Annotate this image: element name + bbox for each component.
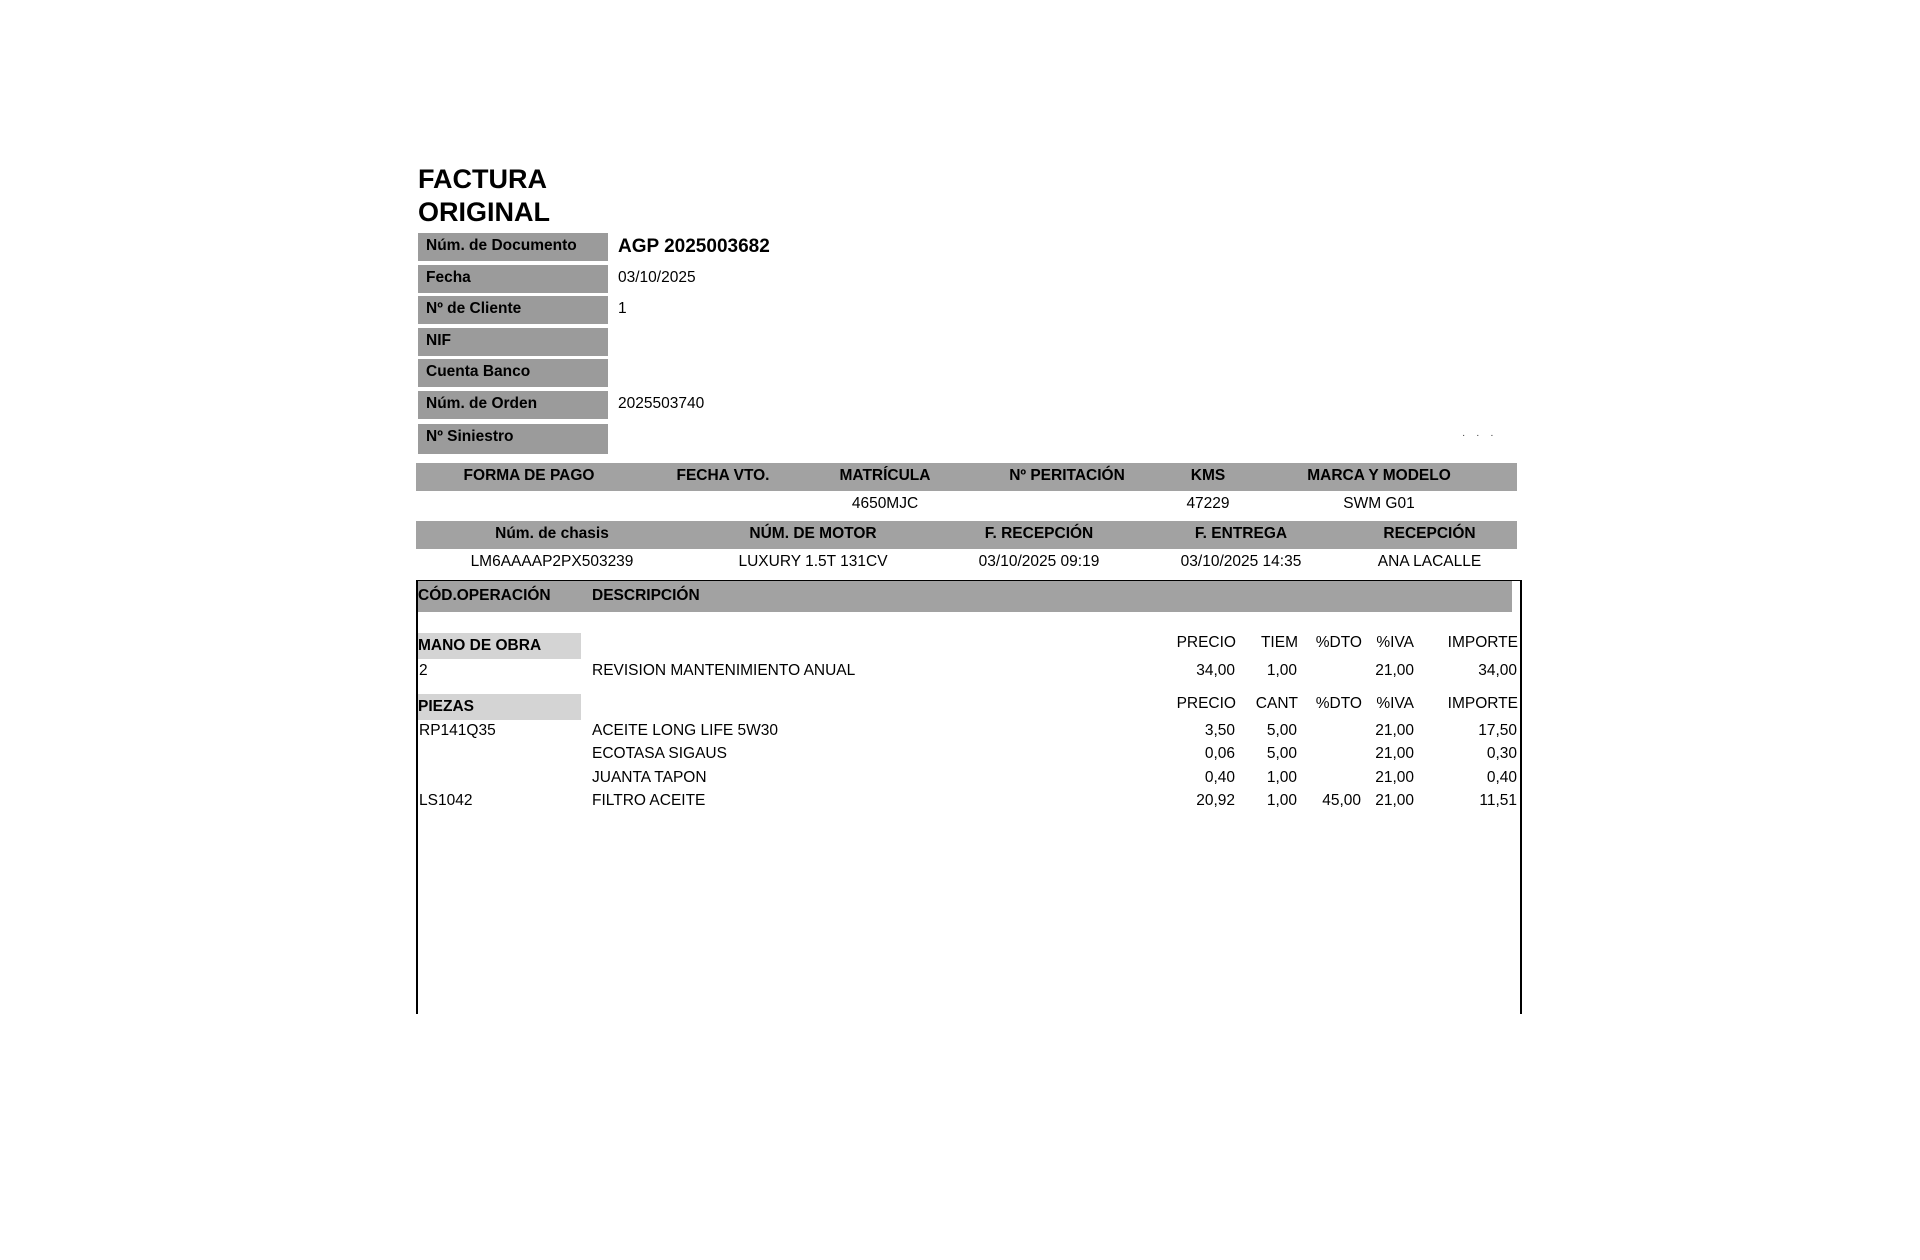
document-number-value: AGP 2025003682 bbox=[618, 236, 770, 257]
labor-discount-header: %DTO bbox=[1315, 634, 1362, 651]
description-header: DESCRIPCIÓN bbox=[592, 587, 700, 604]
part-qty: 1,00 bbox=[1266, 769, 1297, 786]
part-vat: 21,00 bbox=[1375, 792, 1414, 809]
labor-section-label: MANO DE OBRA bbox=[418, 633, 581, 659]
invoice-subtitle: ORIGINAL bbox=[418, 197, 550, 227]
plate-value: 4650MJC bbox=[851, 495, 919, 512]
operation-code-header: CÓD.OPERACIÓN bbox=[418, 587, 551, 604]
part-amount: 11,51 bbox=[1479, 792, 1517, 809]
order-number-label: Núm. de Orden bbox=[418, 391, 608, 419]
part-price: 20,92 bbox=[1196, 792, 1235, 809]
part-price: 3,50 bbox=[1204, 722, 1235, 739]
part-description: ECOTASA SIGAUS bbox=[592, 745, 727, 762]
delivery-date-header: F. ENTREGA bbox=[1194, 525, 1288, 542]
client-number-label: Nº de Cliente bbox=[418, 296, 608, 324]
labor-price: 34,00 bbox=[1196, 662, 1235, 679]
labor-vat-header: %IVA bbox=[1376, 634, 1414, 651]
client-number-value: 1 bbox=[618, 300, 627, 317]
parts-section-label: PIEZAS bbox=[418, 694, 581, 720]
part-qty: 1,00 bbox=[1266, 792, 1297, 809]
labor-price-header: PRECIO bbox=[1176, 634, 1236, 651]
reception-value: ANA LACALLE bbox=[1377, 553, 1482, 570]
kms-value: 47229 bbox=[1186, 495, 1230, 512]
make-model-value: SWM G01 bbox=[1343, 495, 1415, 512]
part-description: JUANTA TAPON bbox=[592, 769, 707, 786]
reception-date-header: F. RECEPCIÓN bbox=[984, 525, 1094, 542]
delivery-date-value: 03/10/2025 14:35 bbox=[1180, 553, 1302, 570]
part-code: RP141Q35 bbox=[419, 722, 496, 739]
vehicle-values-row bbox=[416, 491, 1517, 517]
part-description: ACEITE LONG LIFE 5W30 bbox=[592, 722, 779, 739]
operations-header bbox=[418, 581, 1512, 612]
labor-vat: 21,00 bbox=[1375, 662, 1414, 679]
reception-header: RECEPCIÓN bbox=[1383, 525, 1476, 542]
parts-discount-header: %DTO bbox=[1315, 695, 1362, 712]
part-vat: 21,00 bbox=[1375, 745, 1414, 762]
part-qty: 5,00 bbox=[1266, 722, 1297, 739]
parts-vat-header: %IVA bbox=[1376, 695, 1414, 712]
chassis-number-value: LM6AAAAP2PX503239 bbox=[470, 553, 634, 570]
delivery-header-bar bbox=[416, 521, 1517, 549]
labor-amount-header: IMPORTE bbox=[1447, 634, 1518, 651]
invoice-title: FACTURA bbox=[418, 164, 547, 194]
make-model-header: MARCA Y MODELO bbox=[1307, 467, 1451, 484]
delivery-values-row bbox=[416, 549, 1517, 575]
parts-price-header: PRECIO bbox=[1176, 695, 1236, 712]
part-qty: 5,00 bbox=[1266, 745, 1297, 762]
vehicle-header-bar bbox=[416, 463, 1517, 491]
part-price: 0,40 bbox=[1204, 769, 1235, 786]
part-vat: 21,00 bbox=[1375, 722, 1414, 739]
part-amount: 17,50 bbox=[1478, 722, 1517, 739]
claim-number-label: Nº Siniestro bbox=[418, 424, 608, 454]
parts-qty-header: CANT bbox=[1255, 695, 1298, 712]
part-description: FILTRO ACEITE bbox=[592, 792, 706, 809]
part-price: 0,06 bbox=[1204, 745, 1235, 762]
due-date-header: FECHA VTO. bbox=[676, 467, 770, 484]
reception-date-value: 03/10/2025 09:19 bbox=[978, 553, 1100, 570]
nif-label: NIF bbox=[418, 328, 608, 356]
engine-number-value: LUXURY 1.5T 131CV bbox=[738, 553, 888, 570]
payment-method-header: FORMA DE PAGO bbox=[463, 467, 595, 484]
bank-account-label: Cuenta Banco bbox=[418, 359, 608, 387]
parts-amount-header: IMPORTE bbox=[1447, 695, 1518, 712]
labor-code: 2 bbox=[419, 662, 428, 679]
scan-artifact: · · · bbox=[1462, 430, 1498, 441]
labor-description: REVISION MANTENIMIENTO ANUAL bbox=[592, 662, 856, 679]
labor-time-header: TIEM bbox=[1260, 634, 1298, 651]
plate-header: MATRÍCULA bbox=[839, 467, 931, 484]
part-vat: 21,00 bbox=[1375, 769, 1414, 786]
date-label: Fecha bbox=[418, 265, 608, 293]
appraisal-number-header: Nº PERITACIÓN bbox=[1009, 467, 1125, 484]
labor-time: 1,00 bbox=[1266, 662, 1297, 679]
date-value: 03/10/2025 bbox=[618, 269, 696, 286]
kms-header: KMS bbox=[1190, 467, 1226, 484]
engine-number-header: NÚM. DE MOTOR bbox=[749, 525, 877, 542]
chassis-number-header: Núm. de chasis bbox=[495, 525, 609, 542]
order-number-value: 2025503740 bbox=[618, 395, 705, 412]
part-discount: 45,00 bbox=[1322, 792, 1361, 809]
document-number-label: Núm. de Documento bbox=[418, 233, 608, 261]
part-amount: 0,40 bbox=[1486, 769, 1517, 786]
labor-amount: 34,00 bbox=[1478, 662, 1517, 679]
part-amount: 0,30 bbox=[1486, 745, 1517, 762]
part-code: LS1042 bbox=[419, 792, 473, 809]
